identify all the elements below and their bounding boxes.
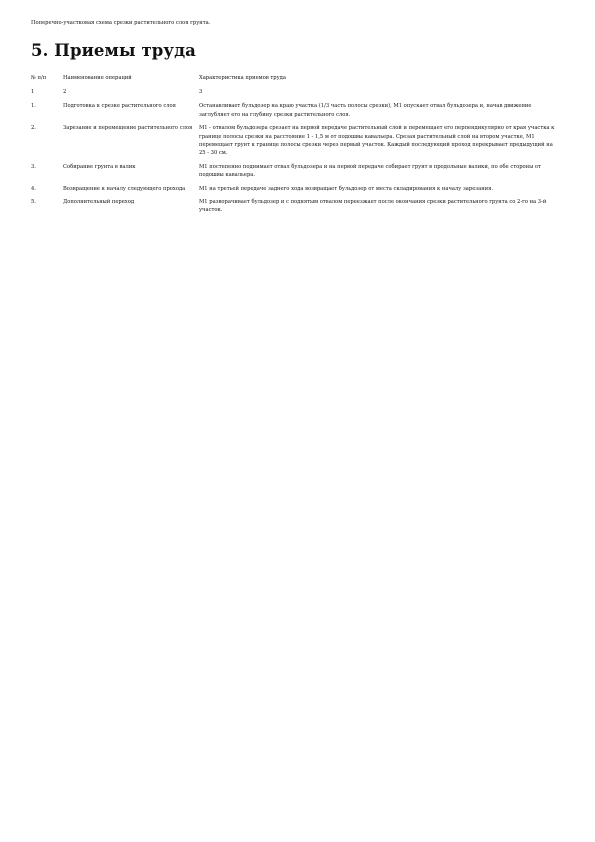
table-row	[31, 185, 556, 198]
row-number: 3.	[31, 163, 36, 170]
table-header-row	[31, 74, 556, 88]
column-index-2: 2	[63, 88, 67, 95]
column-header-num: № п/п	[31, 75, 47, 81]
operation-name: Собирание грунта в валик	[63, 163, 136, 170]
operation-description: М1 разворачивает бульдозер и с поднятым отвалом переезжает после окончания срезки растительного грунта со 2-го на 3-й участок.	[199, 198, 547, 214]
operation-name: Подготовка к срезке растительного слоя	[63, 103, 176, 110]
column-index-3: 3	[199, 88, 203, 95]
column-index-1: 1	[31, 88, 35, 95]
row-number: 5.	[31, 198, 36, 205]
operation-name: Зарезание и перемещение растительного слоя	[63, 125, 193, 132]
column-header-desc: Характеристика приемов труда	[199, 75, 286, 81]
column-index-row	[31, 88, 556, 102]
section-title: 5. Приемы труда	[31, 41, 196, 60]
operation-description: Останавливает бульдозер на краю участка (1/3 часть полосы срезки), М1 опускает отвал бульдозера и, начав движение заглубляет его на глубину срезки растительного слоя.	[199, 103, 532, 118]
table-row	[31, 102, 556, 124]
row-number: 1.	[31, 103, 36, 110]
row-number: 4.	[31, 185, 36, 192]
table-row	[31, 124, 556, 163]
labor-techniques-table	[31, 74, 556, 220]
row-number: 2.	[31, 125, 36, 132]
column-header-name: Наименование операций	[63, 75, 132, 81]
operation-description: М1 - отвалом бульдозера срезает на первой передаче растительный слой и перемещает его перпендикулярно от края участка к границе полосы срезки на расстояние 1 - 1,5 м от подошвы кавальера. Срезая растительный слой на втором участке, М1 перемещает грунт к границе полосы срезки через первый участок. Каждый последующий проход перекрывает предыдущий на 25 - 30 см.	[199, 125, 555, 157]
table-row	[31, 198, 556, 220]
figure-caption: Поперечно-участковая схема срезки растительного слоя грунта.	[31, 20, 211, 26]
operation-description: М1 постепенно поднимает отвал бульдозера и на первой передаче собирает грунт в продольные валики, по обе стороны от подошвы кавальера.	[199, 163, 541, 179]
operation-name: Дополнительный переход	[63, 198, 135, 205]
operation-name: Возвращение к началу следующего прохода	[63, 185, 186, 192]
table-row	[31, 163, 556, 185]
operation-description: М1 на третьей передаче заднего хода возвращает бульдозер от места складирования к началу зарезания.	[199, 185, 494, 192]
